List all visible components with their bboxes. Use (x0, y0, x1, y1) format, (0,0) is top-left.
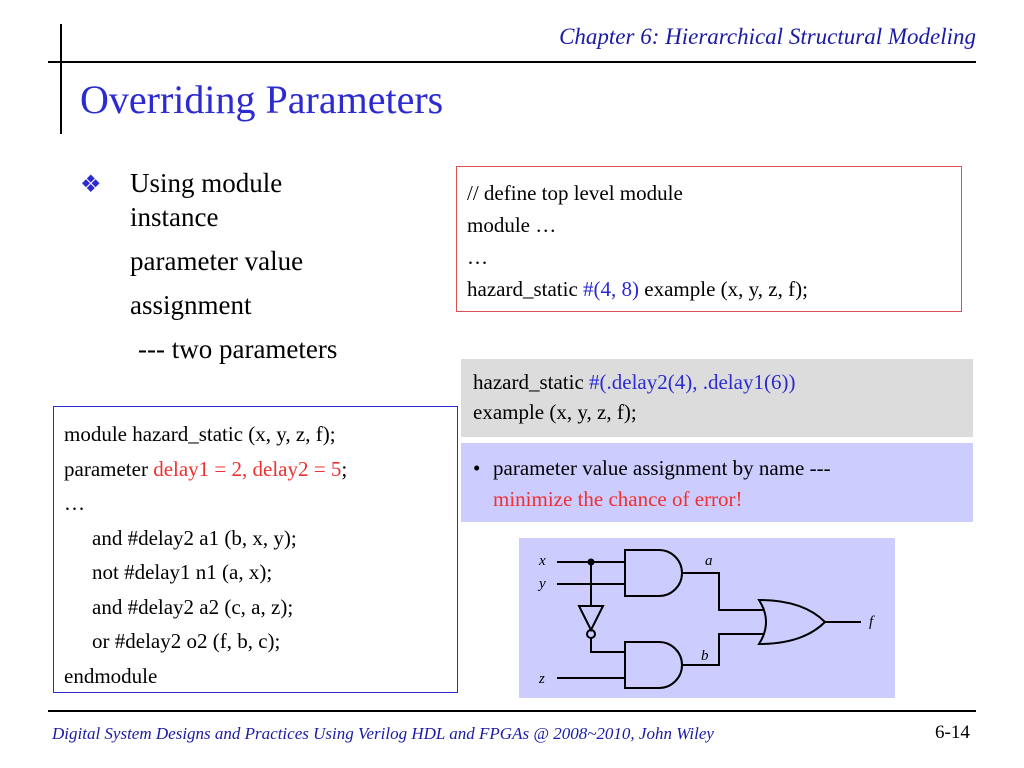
code-line: module hazard_static (x, y, z, f); (64, 422, 336, 446)
label-a: a (705, 553, 713, 569)
or-gate-o2 (759, 600, 825, 644)
code-line: // define top level module (467, 181, 683, 205)
code-text: example (x, y, z, f); (639, 277, 808, 301)
named-assignment-code-box (461, 359, 973, 437)
bullet-line: instance (130, 202, 219, 232)
top-module-code-box (456, 166, 962, 312)
label-x: x (539, 553, 546, 569)
bullet-line: --- two parameters (138, 334, 338, 364)
header-rule (48, 61, 976, 63)
code-line (473, 367, 961, 397)
note-row (473, 453, 961, 515)
note-text (493, 453, 831, 515)
code-line: not #delay1 n1 (a, x); (92, 560, 273, 584)
code-line (467, 273, 951, 305)
module-definition-code-box (53, 406, 458, 693)
label-y: y (539, 576, 546, 592)
footer-rule (48, 710, 976, 712)
wire-inverter-out (591, 638, 625, 652)
code-text: hazard_static (473, 370, 590, 394)
inverter-gate (579, 606, 603, 630)
code-text: hazard_static (467, 277, 584, 301)
page-number: 6-14 (935, 722, 970, 743)
chapter-heading: Chapter 6: Hierarchical Structural Modeling (559, 24, 976, 49)
code-line: example (x, y, z, f); (473, 400, 637, 424)
wire-b (682, 634, 763, 665)
slide-title: Overriding Parameters (80, 77, 444, 122)
wire-a (682, 573, 763, 610)
named-parameter-values: #(.delay2(4), .delay1(6)) (589, 370, 796, 394)
code-line: … (64, 491, 85, 515)
parameter-values: #(4, 8) (583, 277, 640, 301)
and-gate-a1 (625, 550, 682, 596)
label-z: z (539, 671, 545, 687)
circuit-svg (519, 538, 895, 698)
bullet-line: parameter value (130, 246, 304, 276)
footer-text: Digital System Designs and Practices Using Verilog HDL and FPGAs @ 2008~2010, John Wiley (52, 724, 714, 743)
bullet-text (130, 166, 337, 366)
code-line (64, 452, 447, 487)
diamond-bullet-icon: ❖ (80, 172, 102, 198)
note-box (461, 443, 973, 522)
code-text: parameter (64, 456, 154, 481)
label-f: f (869, 614, 874, 630)
code-line: or #delay2 o2 (f, b, c); (92, 629, 281, 653)
junction-dot (588, 559, 595, 566)
bullet-line: assignment (130, 290, 252, 320)
header-vertical-rule (60, 24, 62, 134)
code-line: endmodule (64, 663, 158, 688)
bullet-line: Using module (130, 168, 283, 198)
code-line: module … (467, 213, 557, 237)
and-gate-a2 (625, 642, 682, 688)
note-emphasis: minimize the chance of error! (493, 487, 743, 511)
parameter-defaults: delay1 = 2, delay2 = 5 (153, 456, 342, 481)
code-line: … (467, 245, 488, 269)
bullet-dot: • (473, 456, 481, 480)
code-line: and #delay2 a2 (c, a, z); (92, 594, 294, 619)
label-b: b (701, 648, 709, 664)
code-line: and #delay2 a1 (b, x, y); (92, 525, 297, 550)
note-line: parameter value assignment by name --- (493, 456, 831, 480)
logic-circuit-diagram (519, 538, 895, 698)
code-text: ; (341, 456, 348, 481)
